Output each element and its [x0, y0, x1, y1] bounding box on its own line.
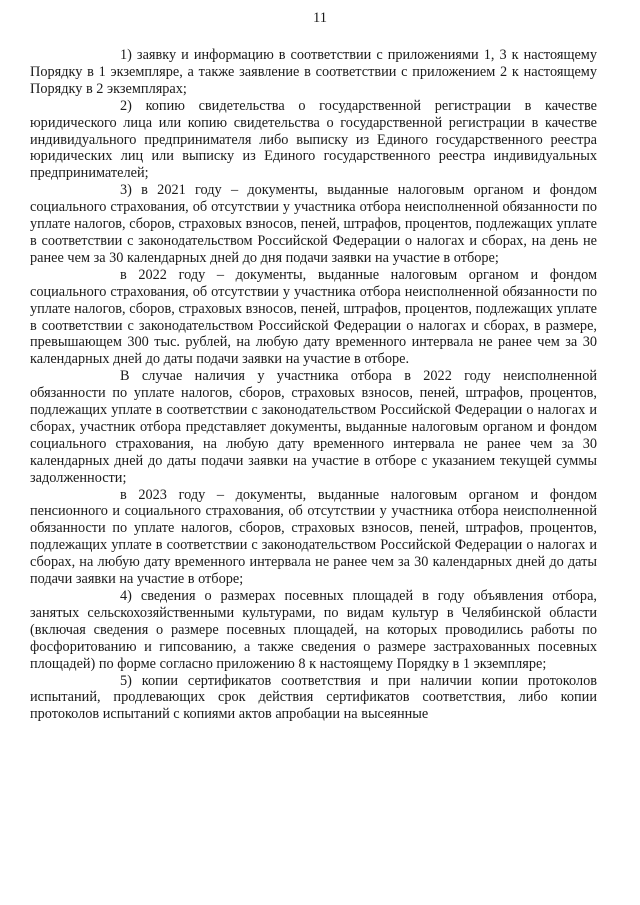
paragraph-debt-case: В случае наличия у участника отбора в 2022 году неисполненной обязанности по уплате налогов, сборов, страховых взносов, пеней, штрафов, процентов, подлежащих уплате в соответствии с законодательством Российской Федерации о налогах и сборах, участник отбора представляет документы, выданные налоговым органом и фондом социального страхования, на любую дату временного интервала не ранее чем за 30 календарных дней до даты подачи заявки на участие в отборе с указанием текущей суммы задолженности; — [30, 368, 597, 486]
page-number: 11 — [313, 10, 327, 26]
paragraph-item-5: 5) копии сертификатов соответствия и при наличии копии протоколов испытаний, продлевающих срок действия сертификатов соответствия, либо копии протоколов испытаний с копиями актов апробации на высеянные — [30, 672, 597, 723]
paragraph-item-4: 4) сведения о размерах посевных площадей в году объявления отбора, занятых сельскохозяйственными культурами, по видам культур в Челябинской области (включая сведения о размере посевных площадей, на которых проводились работы по фосфоритованию и гипсованию, а также сведения о размере застрахованных посевных площадей) по форме согласно приложению 8 к настоящему Порядку в 1 экземпляре; — [30, 588, 597, 672]
paragraph-item-2: 2) копию свидетельства о государственной регистрации в качестве юридического лица или копию свидетельства о государственной регистрации в качестве индивидуального предпринимателя либо выписку из Единого государственного реестра юридических лиц или выписку из Единого государственного реестра индивидуальных предпринимателей; — [30, 97, 597, 182]
document-body — [30, 47, 597, 723]
paragraph-2023: в 2023 году – документы, выданные налоговым органом и фондом пенсионного и социального страхования, об отсутствии у участника отбора неисполненной обязанности по уплате налогов, сборов, страховых взносов, пеней, штрафов, процентов, подлежащих уплате в соответствии с законодательством Российской Федерации о налогах и сборах, на любую дату временного интервала не ранее чем за 30 календарных дней до даты подачи заявки на участие в отборе; — [30, 486, 597, 588]
paragraph-item-3-2021: 3) в 2021 году – документы, выданные налоговым органом и фондом социального страхования, об отсутствии у участника отбора неисполненной обязанности по уплате налогов, сборов, страховых взносов, пеней, штрафов, процентов, подлежащих уплате в соответствии с законодательством Российской Федерации о налогах и сборах, на день не ранее чем за 30 календарных дней до дня подачи заявки на участие в отборе; — [30, 182, 597, 266]
paragraph-item-1: 1) заявку и информацию в соответствии с приложениями 1, 3 к настоящему Порядку в 1 экземпляре, а также заявление в соответствии с приложением 2 к настоящему Порядку в 2 экземплярах; — [30, 47, 597, 97]
paragraph-2022: в 2022 году – документы, выданные налоговым органом и фондом социального страхования, об отсутствии у участника отбора неисполненной обязанности по уплате налогов, сборов, страховых взносов, пеней, штрафов, процентов, подлежащих уплате в соответствии с законодательством Российской Федерации о налогах и сборах, в размере, превышающем 300 тыс. рублей, на любую дату временного интервала не ранее чем за 30 календарных дней до даты подачи заявки на участие в отборе. — [30, 266, 597, 368]
